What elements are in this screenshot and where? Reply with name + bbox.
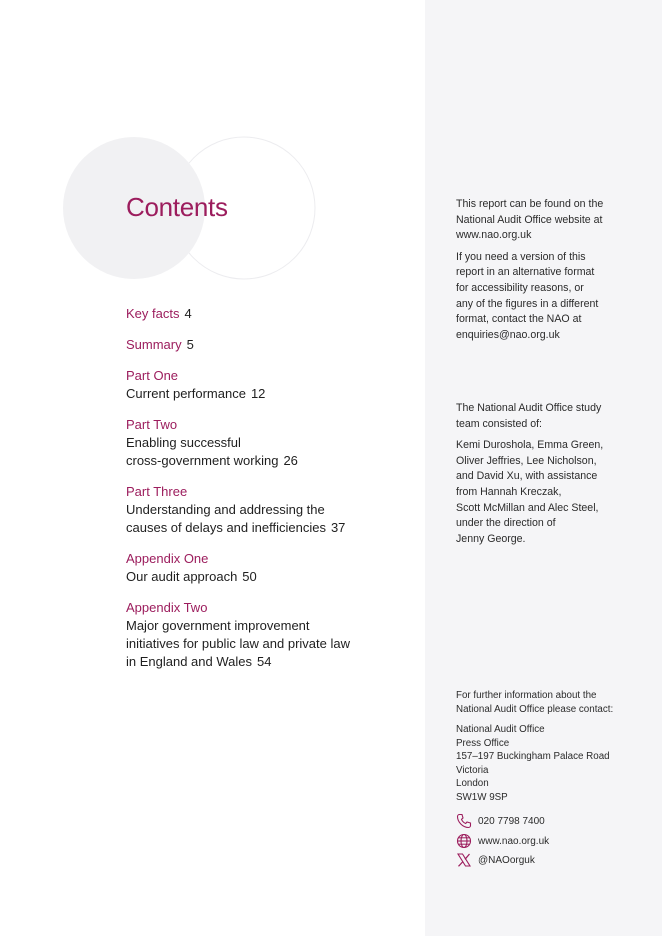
table-of-contents [126,305,416,684]
website-note-line: www.nao.org.uk [456,229,532,242]
contact-phone [456,812,545,830]
phone-text: 020 7798 7400 [478,815,545,827]
alt-format-line: report in an alternative format [456,266,595,279]
toc-entry[interactable] [126,599,416,671]
address-line: 157–197 Buckingham Palace Road [456,751,610,762]
team-intro-line: The National Audit Office study [456,402,602,414]
toc-heading[interactable]: Key facts [126,306,180,321]
globe-icon [456,833,472,849]
address-line: SW1W 9SP [456,791,508,803]
address-line: Victoria [456,764,489,776]
toc-description: initiatives for public law and private law [126,636,350,651]
toc-heading[interactable]: Appendix Two [126,600,208,615]
alt-format-line: If you need a version of this [456,250,586,263]
toc-entry[interactable] [126,336,416,354]
team-members-line: and David Xu, with assistance [456,470,598,483]
toc-page-number: 50 [242,569,257,584]
alt-format-note [456,250,636,344]
website-text[interactable]: www.nao.org.uk [478,835,550,847]
team-intro [456,401,636,432]
further-info-line: National Audit Office please contact: [456,703,614,715]
toc-description: causes of delays and inefficiencies [126,520,326,535]
contact-section [456,689,646,811]
phone-icon [456,813,472,829]
team-members-line: from Hannah Kreczak, [456,485,562,498]
team-section [456,401,636,553]
further-info [456,689,646,716]
toc-entry[interactable] [126,305,416,323]
toc-heading[interactable]: Appendix One [126,551,209,566]
address-line: London [456,778,489,789]
address-line: National Audit Office [456,724,545,735]
toc-page-number: 54 [257,654,272,669]
x-logo-icon [456,852,472,868]
toc-description: Current performance [126,386,246,401]
toc-entry[interactable] [126,550,416,586]
alt-format-line: for accessibility reasons, or [456,281,584,294]
toc-page-number: 26 [283,453,298,468]
team-members-line: Jenny George. [456,532,526,545]
toc-description: Major government improvement [126,618,310,633]
toc-entry[interactable] [126,416,416,470]
team-members-line: under the direction of [456,517,556,530]
website-note [456,197,636,349]
further-info-line: For further information about the [456,690,597,701]
contact-website[interactable] [456,832,549,850]
toc-entry[interactable] [126,483,416,537]
team-intro-line: team consisted of: [456,417,542,430]
team-members-line: Kemi Duroshola, Emma Green, [456,439,604,452]
toc-description: in England and Wales [126,654,252,669]
toc-description: cross-government working [126,453,279,468]
alt-format-line: any of the figures in a different [456,297,599,310]
toc-entry[interactable] [126,367,416,403]
toc-page-number: 12 [250,386,266,401]
alt-format-line: format, contact the NAO at [456,313,582,326]
toc-page-number: 5 [186,337,194,352]
toc-heading[interactable]: Part One [126,368,179,383]
toc-description: Enabling successful [126,435,241,450]
address-line: Press Office [456,737,510,749]
team-members-line: Oliver Jeffries, Lee Nicholson, [456,454,597,467]
contact-x[interactable] [456,851,535,869]
x-handle-text[interactable]: @NAOorguk [478,854,535,866]
toc-page-number: 4 [184,306,192,321]
toc-page-number: 37 [330,520,346,535]
team-members [456,438,636,547]
team-members-line: Scott McMillan and Alec Steel, [456,501,599,514]
address [456,723,646,804]
toc-description: Understanding and addressing the [126,502,325,517]
website-note-line: National Audit Office website at [456,213,603,226]
website-note-line: This report can be found on the [456,198,604,210]
alt-format-line: enquiries@nao.org.uk [456,328,560,341]
toc-heading[interactable]: Summary [126,337,182,352]
toc-heading[interactable]: Part Three [126,484,188,499]
toc-description: Our audit approach [126,569,238,584]
page-title: Contents [126,192,228,222]
toc-heading[interactable]: Part Two [126,417,178,432]
